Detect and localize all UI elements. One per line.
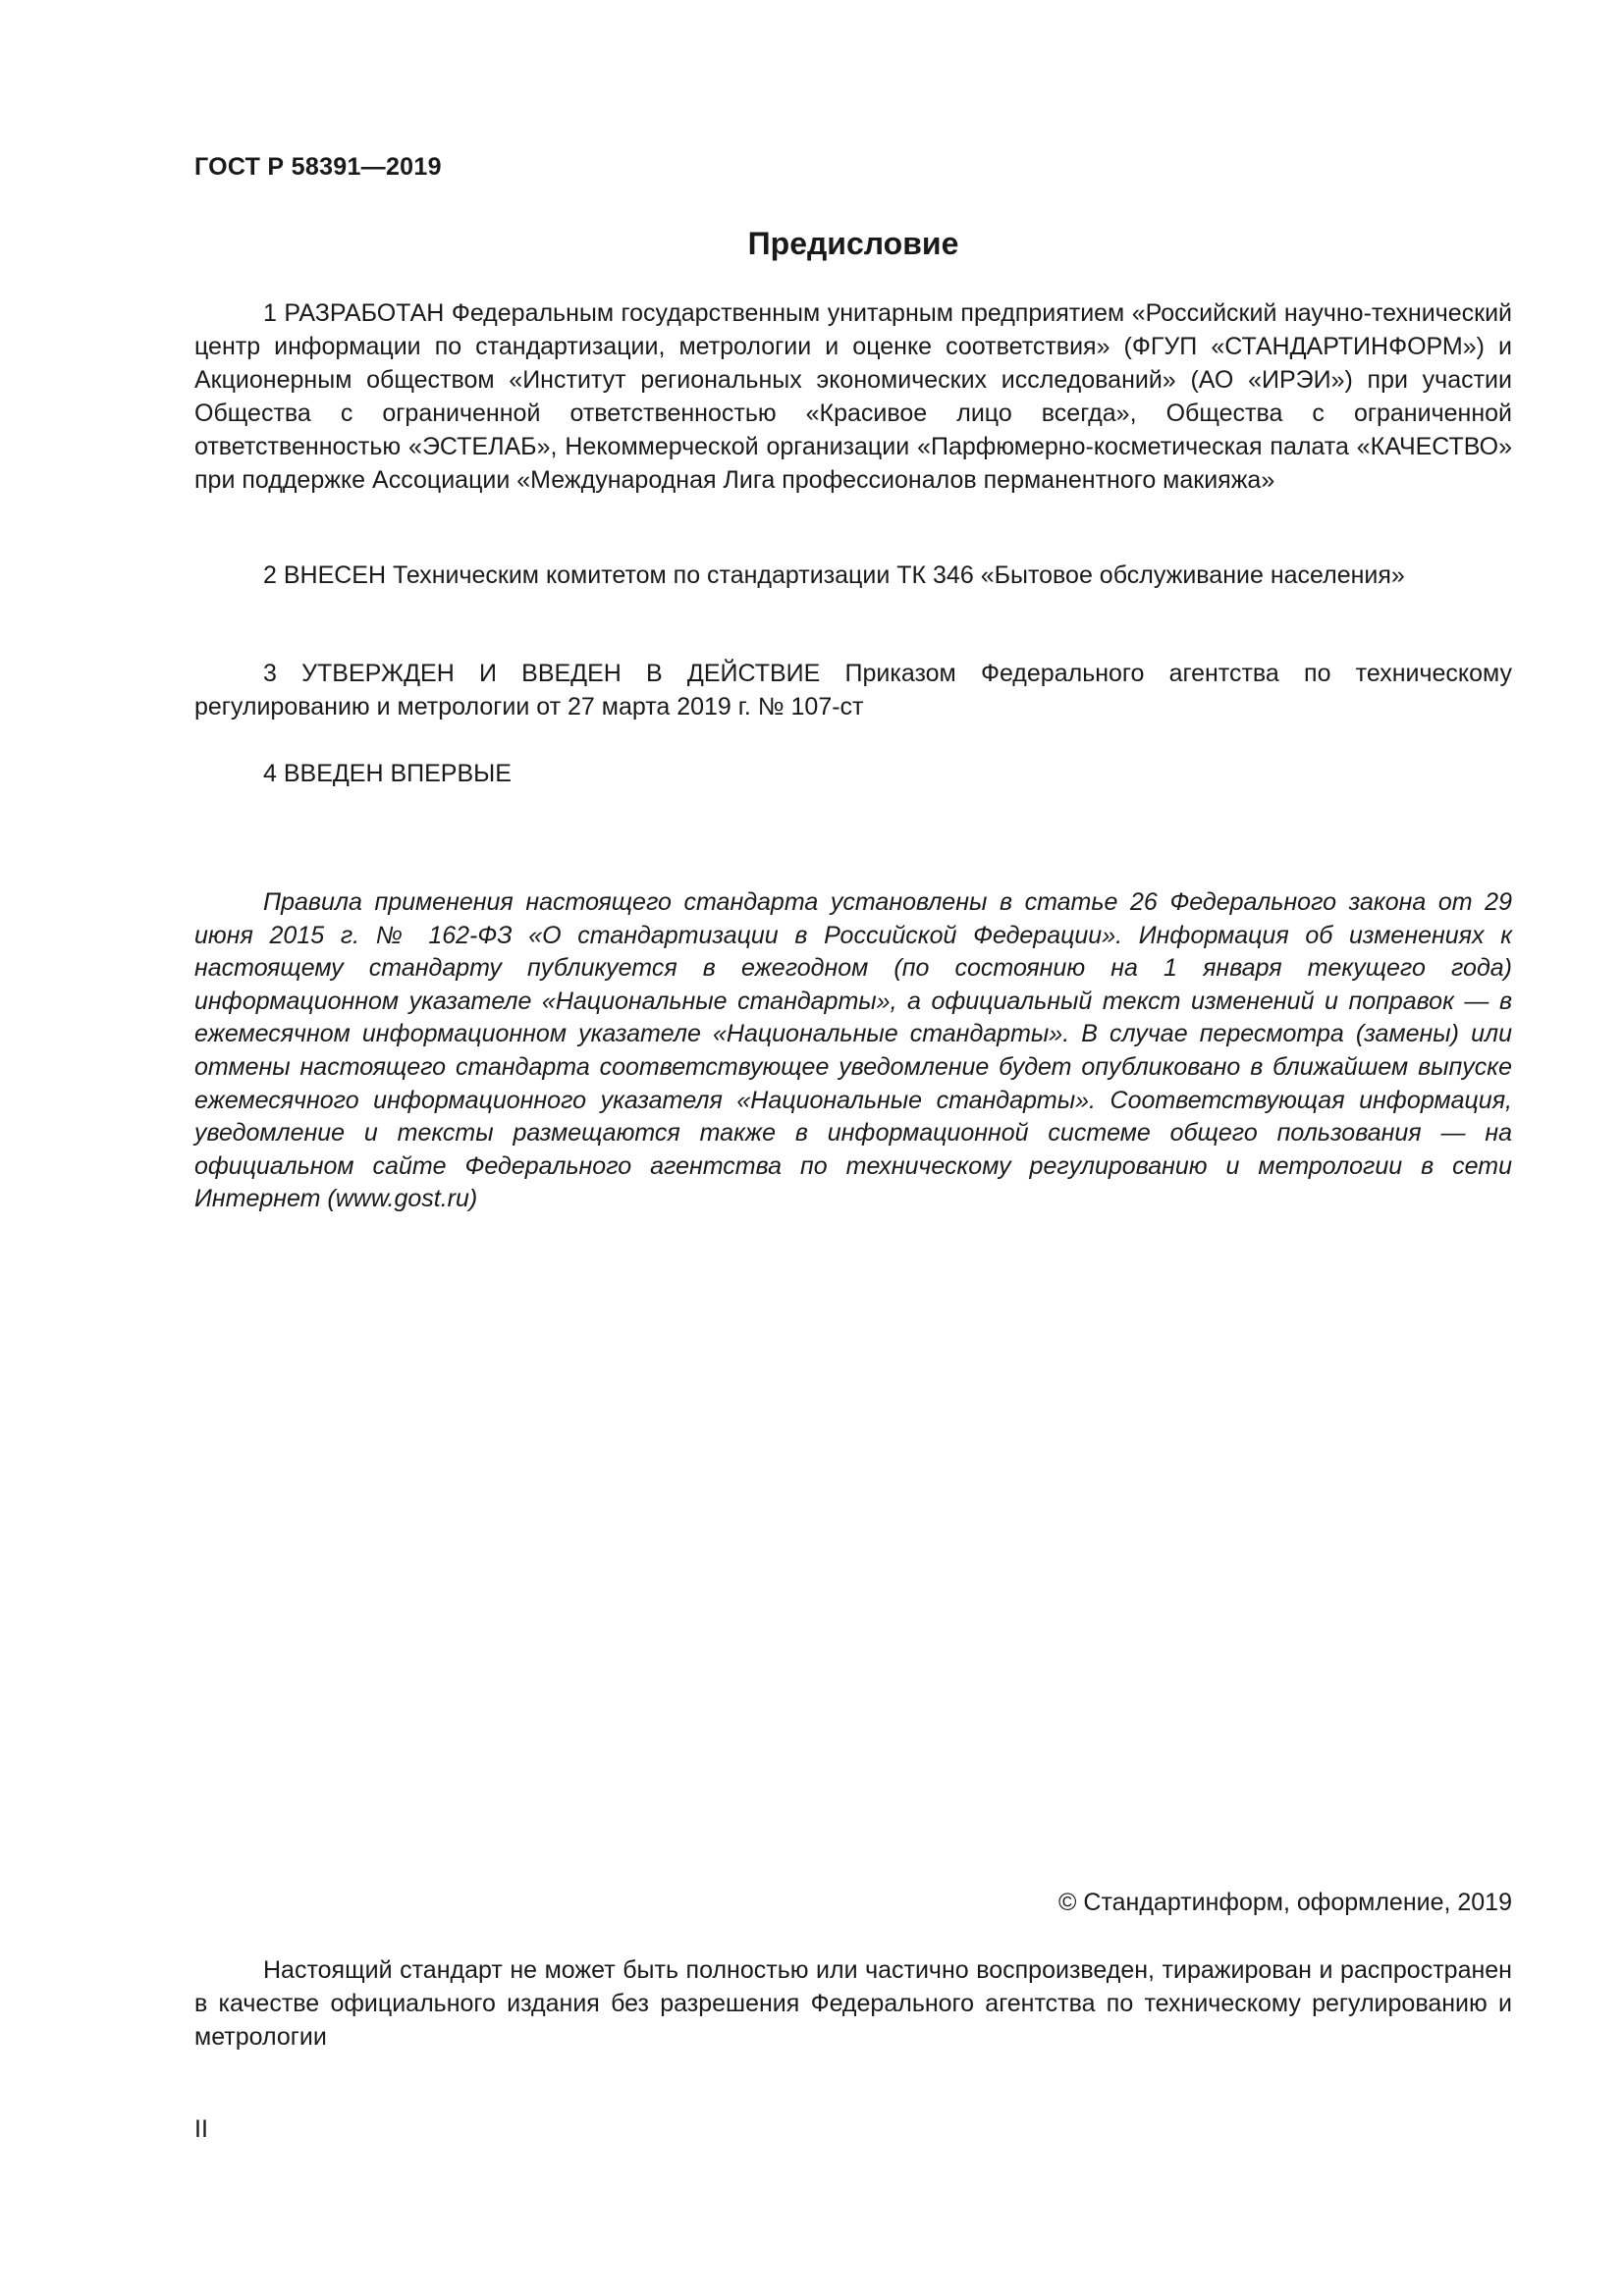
paragraph-text: 2 ВНЕСЕН Техническим комитетом по стандартизации ТК 346 «Бытовое обслуживание населения» bbox=[263, 561, 1405, 589]
paragraph-introduced bbox=[194, 559, 1512, 592]
page-title: Предисловие bbox=[747, 226, 959, 261]
paragraph-first-introduced bbox=[194, 757, 1512, 790]
paragraph-text: Правила применения настоящего стандарта установлены в статье 26 Федерального закона от 29 июня 2015 г. № 162-ФЗ «О стандартизации в Российской Федерации». Информация об изменениях к настоящему стандарту публикуется в ежегодном (по состоянию на 1 января текущего года) информационном указателе «Национальные стандарты», а официальный текст изменений и поправок — в ежемесячном информационном указателе «Национальные стандарты». В случае пересмотра (замены) или отмены настоящего стандарта соответствующее уведомление будет опубликовано в ближайшем выпуске ежемесячного информационного указателя «Национальные стандарты». Соответствующая информация, уведомление и тексты размещаются также в информационной системе общего пользования — на официальном сайте Федерального агентства по техническому регулированию и метрологии в сети Интернет (www.gost.ru) bbox=[194, 888, 1512, 1213]
copyright-line: © Стандартинформ, оформление, 2019 bbox=[1058, 1889, 1512, 1916]
paragraph-developer bbox=[194, 296, 1512, 497]
page-number: II bbox=[194, 2115, 208, 2143]
notice-text: Настоящий стандарт не может быть полностью или частично воспроизведен, тиражирован и распространен в качестве официального издания без разрешения Федерального агентства по техническому регулированию и метрологии bbox=[194, 1956, 1512, 2051]
paragraph-application-rules bbox=[194, 886, 1512, 1216]
reproduction-notice bbox=[194, 1953, 1512, 2054]
paragraph-text: 3 УТВЕРЖДЕН И ВВЕДЕН В ДЕЙСТВИЕ Приказом Федерального агентства по техническому регулированию и метрологии от 27 марта 2019 г. № 107-ст bbox=[194, 660, 1512, 721]
paragraph-approved bbox=[194, 657, 1512, 723]
paragraph-text: 4 ВВЕДЕН ВПЕРВЫЕ bbox=[263, 760, 512, 787]
document-code: ГОСТ Р 58391—2019 bbox=[194, 153, 442, 181]
paragraph-text: 1 РАЗРАБОТАН Федеральным государственным унитарным предприятием «Российский научно-технический центр информации по стандартизации, метрологии и оценке соответствия» (ФГУП «СТАНДАРТИНФОРМ») и Акционерным обществом «Институт региональных экономических исследований» (АО «ИРЭИ») при участии Общества с ограниченной ответственностью «Красивое лицо всегда», Общества с ограниченной ответственностью «ЭСТЕЛАБ», Некоммерческой организации «Парфюмерно-косметическая палата «КАЧЕСТВО» при поддержке Ассоциации «Международная Лига профессионалов перманентного макияжа» bbox=[194, 299, 1512, 494]
